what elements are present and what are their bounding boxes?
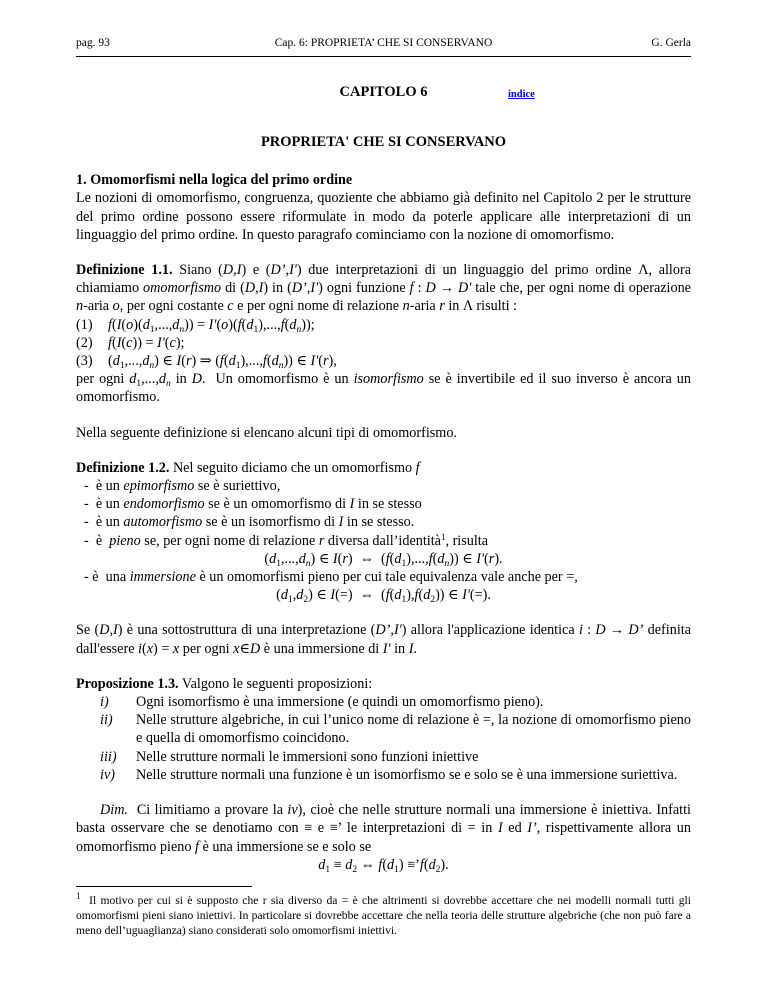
proposition-items — [76, 693, 691, 784]
definition-label: Definizione 1.1. — [76, 262, 173, 279]
list-item: - è un automorfismo se è un isomorfismo di I in se stesso. — [84, 514, 415, 531]
proposition-item — [76, 711, 691, 747]
footnote-reference[interactable]: 1 — [440, 531, 446, 542]
list-item: - è pieno se, per ogni nome di relazione r diversa dall’identità$^1$, risulta — [84, 531, 489, 549]
transition-sentence: Nella seguente definizione si elencano alcuni tipi di omomorfismo. — [76, 424, 457, 441]
proposition-label: Proposizione 1.3. — [76, 675, 179, 692]
definition-1-1 — [76, 261, 691, 407]
definition-1-1-text: Definizione 1.1. Siano (D,I) e (D’,I') due interpretazioni di un linguaggio del primo ordine Λ, allora chiamiamo omomorfismo di (D,I) in (D’,I') ogni funzione f : D → D' tale che, per ogni nome di operazione n-aria o, per ogni costante c e per ogni nome di relazione n-aria r in Λ risulti : — [76, 262, 691, 315]
proof — [76, 801, 691, 874]
chapter-heading — [76, 83, 691, 101]
list-item: - è un endomorfismo se è un omomorfismo di I in se stesso — [84, 496, 422, 513]
chapter-label: CAPITOLO 6 — [339, 84, 428, 100]
header-author: G. Gerla — [651, 37, 691, 49]
document-page — [76, 34, 691, 938]
footnote-text: Il motivo per cui si è supposto che r sia diverso da = è che altrimenti si dovrebbe accettare che nei modelli normali tutti gli omomorfismi pieni siano iniettivi. In particolare si dovrebbe accettare che nella teoria delle strutture algebriche (che non può fare a meno dell’uguaglianza) siano considerati solo omomorfismi iniettivi. — [76, 893, 691, 937]
equality-formula: $(d_1,d_2)$ ∈ I(=) ⇔ $(f(d_1),f(d_2))$ ∈ I'(=). — [276, 587, 491, 606]
risulti-text: risulti : — [476, 298, 518, 315]
formula-number: (1) — [76, 316, 93, 333]
definition-1-2-text: Definizione 1.2. Nel seguito diciamo che un omomorfismo f — [76, 459, 420, 476]
definition-1-2 — [76, 459, 691, 605]
substructure-paragraph: Se (D,I) è una sottostruttura di una interpretazione (D’,I') allora l'applicazione identica i : D → D’ definita dall'essere i(x) = x per ogni x∈D è una immersione di I' in I. — [76, 622, 692, 657]
formula-3: (3) $(d_1,...,d_n)$ ∈ I(r) ⇒ $(f(d_1),...,f(d_n))$ ∈ I'(r), — [76, 353, 337, 372]
formula-number: (3) — [76, 353, 93, 370]
proposition-1-3 — [76, 675, 691, 784]
item-text: Nelle strutture normali le immersioni sono funzioni iniettive — [136, 748, 479, 765]
proof-label: Dim. — [100, 802, 128, 819]
proposition-lead: Valgono le seguenti proposizioni: — [181, 675, 373, 692]
definition-label: Definizione 1.2. — [76, 459, 170, 476]
formula-number: (2) — [76, 334, 93, 351]
proposition-item — [76, 748, 691, 766]
definition-1-1-tail: per ogni $d_1,...,d_n$ in D. Un omomorfismo è un isomorfismo se è invertibile ed il suo inverso è ancora un omomorfismo. — [76, 371, 691, 406]
section-heading: 1. Omomorfismi nella logica del primo ordine — [76, 172, 353, 189]
item-label: i) — [100, 694, 109, 711]
item-label: iv) — [100, 766, 115, 783]
footnote-rule — [76, 886, 252, 887]
chapter-title: PROPRIETA' CHE SI CONSERVANO — [260, 134, 507, 150]
item-label: iii) — [100, 748, 117, 765]
list-item: - è un epimorfismo se è suriettivo, — [84, 478, 281, 495]
morphism-types-list — [76, 477, 691, 604]
formula-1: (1) $f(I(o)(d_1,...,d_n)) = I'(o)(f(d_1),...,f(d_n))$; — [76, 316, 315, 335]
proposition-item — [76, 766, 691, 784]
header-chapter-title: Cap. 6: PROPRIETA’ CHE SI CONSERVANO — [274, 37, 493, 49]
formula-2: (2) f(I(c)) = I'(c); — [76, 334, 185, 351]
index-link[interactable]: indice — [508, 89, 535, 100]
proof-formula: $d_1 \equiv d_2$ ⇔ $f(d_1)$ $\equiv’f(d_2)$. — [318, 856, 449, 875]
item-text: Nelle strutture algebriche, in cui l’unico nome di relazione è =, la nozione di omomorfismo pieno e quella di omomorfismo coincidono. — [136, 712, 691, 747]
footnote — [76, 890, 691, 938]
proposition-item — [76, 693, 691, 711]
page-number: pag. 93 — [76, 37, 110, 49]
proposition-1-3-text — [76, 675, 691, 693]
item-label: ii) — [100, 712, 113, 729]
proof-text: Dim. Ci limitiamo a provare la iv), cioè che nelle strutture normali una immersione è iniettiva. Infatti basta osservare che se denotiamo con ≡ e ≡’ le interpretazioni di = in I ed I’, rispettivamente allora un omomorfismo pieno f è una immersione se e solo se — [76, 802, 691, 855]
item-text: Nelle strutture normali una funzione è un isomorfismo se e solo se è una immersione suriettiva. — [136, 766, 678, 783]
section-intro: Le nozioni di omomorfismo, congruenza, quoziente che abbiamo già definito nel Capitolo 2 per le strutture del primo ordine possono essere riformulate in modo da poterle applicare alle interpretazioni di un linguaggio del primo ordine. In questo paragrafo cominciamo con la nozione di omomorfismo. — [76, 190, 691, 243]
list-item: - è una immersione è un omomorfismi pieno per cui tale equivalenza vale anche per =, — [84, 569, 578, 586]
item-text: Ogni isomorfismo è una immersione (e quindi un omomorfismo pieno). — [136, 694, 544, 711]
running-header — [76, 34, 691, 57]
equivalence-formula: $(d_1,...,d_n)$ ∈ I(r) ⇔ $(f(d_1),...,f(d_n))$ ∈ I'(r). — [264, 550, 503, 569]
footnote-mark: 1 — [76, 890, 81, 901]
